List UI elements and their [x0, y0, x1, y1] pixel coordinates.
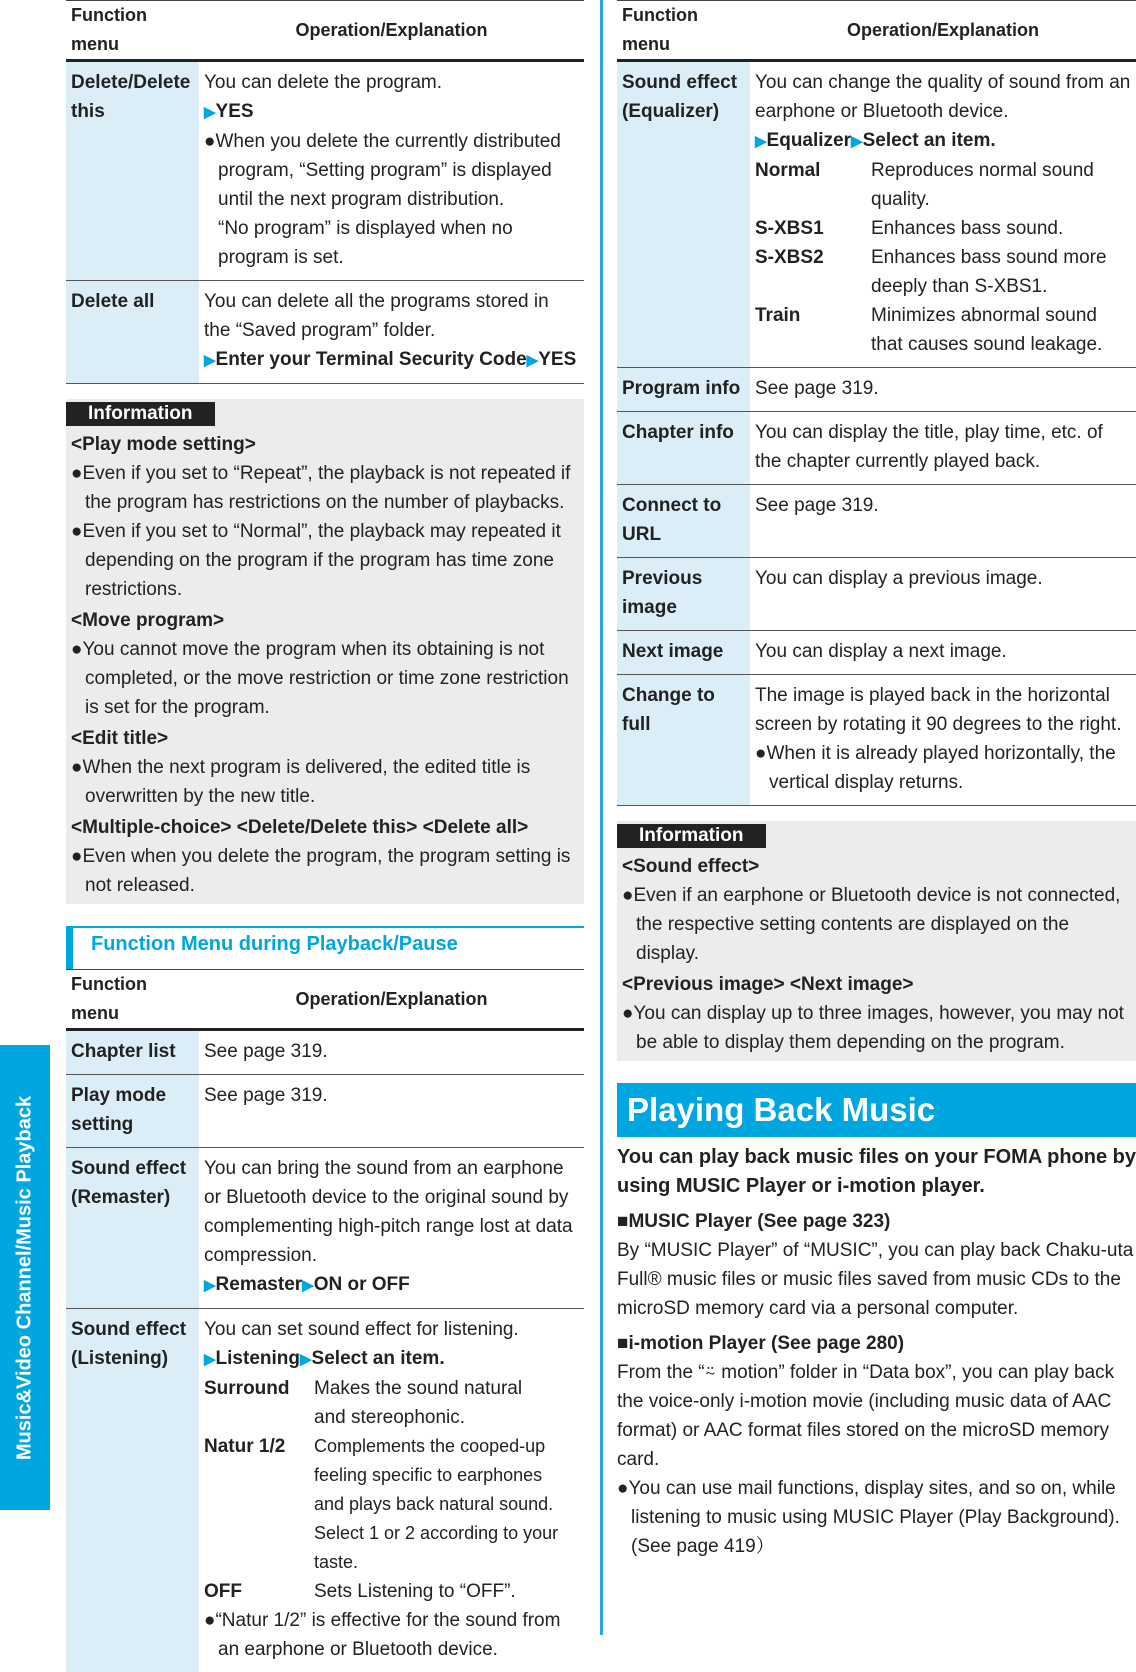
info-heading: <Sound effect> — [622, 856, 760, 877]
option-item: S-XBS2 Enhances bass sound more deeply than S-XBS1. — [755, 247, 1107, 297]
arrow-icon: ▶ — [300, 1351, 312, 1368]
function-name: Chapter list — [66, 1030, 199, 1075]
step: ▶Listening▶Select an item. — [204, 1348, 445, 1369]
bullet: ●Even if an earphone or Bluetooth device is not connected, the respective setting contents are displayed on the display. — [622, 885, 1121, 964]
function-name: Sound effect (Equalizer) — [617, 61, 750, 368]
info-heading: <Play mode setting> — [71, 434, 256, 455]
information-box — [617, 821, 1136, 1061]
info-heading: <Move program> — [71, 610, 225, 631]
function-explanation — [750, 675, 1136, 806]
col-header-function: Function menu — [66, 1, 199, 61]
table-row — [617, 675, 1136, 806]
function-menu-table-2 — [66, 969, 584, 1672]
chapter-title: Music&Video Channel/Music Playback — [13, 1095, 36, 1461]
information-box — [66, 399, 584, 904]
subheading: ■MUSIC Player (See page 323) — [617, 1211, 891, 1232]
function-menu-table-1 — [66, 0, 584, 384]
option-item: Train Minimizes abnormal sound that causes sound leakage. — [755, 305, 1103, 355]
function-name: Chapter info — [617, 412, 750, 485]
function-name: Change to full — [617, 675, 750, 806]
info-heading: <Multiple-choice> <Delete/Delete this> <Delete all> — [71, 817, 529, 838]
function-explanation: See page 319. — [199, 1030, 584, 1075]
intro-text: You can play back music files on your FOMA phone by using MUSIC Player or i-motion player. — [617, 1146, 1136, 1197]
function-name: Delete all — [66, 281, 199, 384]
arrow-icon: ▶ — [851, 133, 863, 150]
arrow-icon: ▶ — [755, 133, 767, 150]
function-name: Connect to URL — [617, 485, 750, 558]
table-row — [66, 61, 584, 281]
col-header-function: Function menu — [617, 1, 750, 61]
function-name: Play mode setting — [66, 1075, 199, 1148]
function-name: Sound effect (Remaster) — [66, 1148, 199, 1309]
option-item: Natur 1/2 Complements the cooped-up feeling specific to earphones and plays back natural sound. Select 1 or 2 according to your taste. — [204, 1436, 559, 1572]
bullet: ●Even when you delete the program, the program setting is not released. — [71, 846, 571, 896]
step: ▶Enter your Terminal Security Code▶YES — [204, 349, 577, 370]
option-item: OFF Sets Listening to “OFF”. — [204, 1581, 516, 1602]
function-name: Previous image — [617, 558, 750, 631]
table-row — [66, 1075, 584, 1148]
text: You can bring the sound from an earphone or Bluetooth device to the original sound by complementing high-pitch range lost at data compression. — [204, 1158, 573, 1266]
text: You can set sound effect for listening. — [204, 1319, 519, 1340]
table-row — [617, 61, 1136, 368]
arrow-icon: ▶ — [204, 352, 216, 369]
function-name: Sound effect (Listening) — [66, 1309, 199, 1672]
table-row — [66, 1309, 584, 1672]
bullet: ●When you delete the currently distributed program, “Setting program” is displayed until the next program distribution. — [204, 131, 561, 210]
function-name: Delete/Delete this — [66, 61, 199, 281]
info-heading: <Edit title> — [71, 728, 169, 749]
option-item: Normal Reproduces normal sound quality. — [755, 160, 1094, 210]
function-name: Program info — [617, 368, 750, 412]
bullet: ●You can display up to three images, however, you may not be able to display them depending on the program. — [622, 1003, 1124, 1053]
bullet: ●When the next program is delivered, the edited title is overwritten by the new title. — [71, 757, 531, 807]
function-explanation — [199, 61, 584, 281]
step: ▶YES — [204, 101, 254, 122]
arrow-icon: ▶ — [204, 1277, 216, 1294]
information-label: Information — [66, 402, 215, 426]
step: ▶Equalizer▶Select an item. — [755, 130, 996, 151]
information-label: Information — [617, 824, 766, 848]
function-explanation: You can display a previous image. — [750, 558, 1136, 631]
table-row — [617, 368, 1136, 412]
table-row — [66, 1030, 584, 1075]
arrow-icon: ▶ — [526, 352, 539, 369]
col-header-operation: Operation/Explanation — [199, 1, 584, 61]
option-item: Surround Makes the sound natural and stereophonic. — [204, 1378, 523, 1428]
function-explanation — [199, 1148, 584, 1309]
col-header-operation: Operation/Explanation — [750, 1, 1136, 61]
bullet: ●Even if you set to “Repeat”, the playback is not repeated if the program has restrictions on the number of playbacks. — [71, 463, 571, 513]
text: The image is played back in the horizontal screen by rotating it 90 degrees to the right. — [755, 685, 1122, 735]
table-row — [617, 631, 1136, 675]
text: You can delete all the programs stored in the “Saved program” folder. — [204, 291, 549, 341]
function-name: Next image — [617, 631, 750, 675]
subheading: ■i-motion Player (See page 280) — [617, 1333, 905, 1354]
paragraph: From the “⍨ motion” folder in “Data box”, you can play back the voice-only i-motion movie (including music data of AAC format) or AAC format files stored on the microSD memory card. — [617, 1362, 1115, 1470]
bullet: ●“Natur 1/2” is effective for the sound from an earphone or Bluetooth device. — [204, 1610, 561, 1660]
function-explanation — [199, 281, 584, 384]
function-menu-table-3 — [617, 0, 1136, 806]
col-header-operation: Operation/Explanation — [199, 970, 584, 1030]
arrow-icon: ▶ — [204, 104, 216, 121]
section-banner: Playing Back Music — [617, 1083, 1136, 1137]
text: You can delete the program. — [204, 72, 443, 93]
arrow-icon: ▶ — [204, 1351, 216, 1368]
bullet: ●You cannot move the program when its obtaining is not completed, or the move restriction or time zone restriction is set for the program. — [71, 639, 569, 718]
left-column — [66, 0, 584, 1672]
table-row — [617, 485, 1136, 558]
section-heading: Function Menu during Playback/Pause — [66, 926, 584, 969]
paragraph: By “MUSIC Player” of “MUSIC”, you can play back Chaku-uta Full® music files or music files saved from music CDs to the microSD memory card via a personal computer. — [617, 1240, 1134, 1319]
table-row — [617, 558, 1136, 631]
right-column — [617, 0, 1136, 1561]
function-explanation — [750, 61, 1136, 368]
arrow-icon: ▶ — [302, 1277, 314, 1294]
function-explanation — [199, 1309, 584, 1672]
text: You can change the quality of sound from an earphone or Bluetooth device. — [755, 72, 1131, 122]
chapter-sidebar — [0, 0, 50, 1672]
bullet: ●When it is already played horizontally, the vertical display returns. — [755, 743, 1116, 793]
column-divider — [600, 0, 603, 1635]
table-row — [66, 1148, 584, 1309]
table-row — [617, 412, 1136, 485]
col-header-function: Function menu — [66, 970, 199, 1030]
table-row — [66, 281, 584, 384]
function-explanation: See page 319. — [750, 485, 1136, 558]
function-explanation: See page 319. — [199, 1075, 584, 1148]
function-explanation: You can display the title, play time, etc. of the chapter currently played back. — [750, 412, 1136, 485]
bullet: ●Even if you set to “Normal”, the playback may repeated it depending on the program if the program has time zone restrictions. — [71, 521, 561, 600]
function-explanation: See page 319. — [750, 368, 1136, 412]
bullet: ●You can use mail functions, display sites, and so on, while listening to music using MUSIC Player (Play Background). (See page 419） — [617, 1478, 1120, 1557]
step: ▶Remaster▶ON or OFF — [204, 1274, 410, 1295]
function-explanation: You can display a next image. — [750, 631, 1136, 675]
option-item: S-XBS1 Enhances bass sound. — [755, 218, 1064, 239]
info-heading: <Previous image> <Next image> — [622, 974, 914, 995]
note: “No program” is displayed when no program is set. — [218, 218, 513, 268]
